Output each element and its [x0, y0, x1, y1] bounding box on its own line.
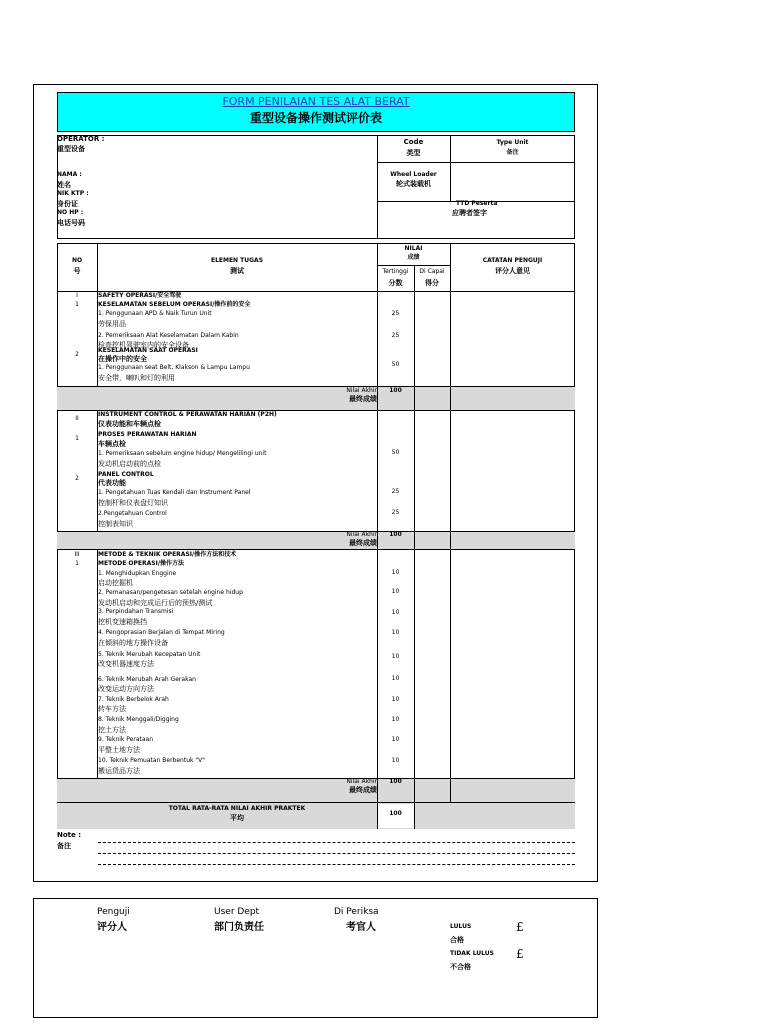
s3-item2-cn: 发动机启动和完成运行后的预热/测试 — [98, 599, 213, 607]
s3-item9-score: 10 — [391, 736, 400, 743]
lulus-label: LULUS — [450, 923, 472, 930]
th-tertinggi-cn: 分数 — [388, 279, 403, 287]
s2-sub2: PANEL CONTROL — [98, 471, 154, 478]
note-cn: 备注 — [57, 842, 71, 850]
s3-item5-cn: 改变机器速度方法 — [98, 660, 154, 668]
s2-item1-score: 50 — [391, 449, 400, 456]
th-catatan-cn: 评分人意见 — [495, 267, 530, 275]
th-nilai-cn: 成绩 — [407, 254, 420, 261]
s3-item8-score: 10 — [391, 716, 400, 723]
s3-item8-cn: 挖土方法 — [98, 726, 126, 734]
s3-item5: 5. Teknik Merubah Kecepatan Unit — [98, 651, 201, 658]
s2-sub1-no: 1 — [75, 435, 79, 442]
s2-sub2-cn: 代表功能 — [98, 479, 126, 487]
s3-item1: 1. Menghidupkan Enggine — [98, 570, 177, 577]
total-label-cn: 平均 — [230, 814, 244, 822]
note-line-2[interactable] — [98, 853, 575, 854]
s3-item1-score: 10 — [391, 569, 400, 576]
th-no-cn: 号 — [73, 267, 81, 275]
s1-sub2: KESELAMATAN SAAT OPERASI — [98, 347, 198, 354]
s1-roman: I — [76, 292, 78, 299]
type-unit-cn: 备注 — [506, 149, 519, 156]
s1-final-cn: 最终成绩 — [349, 395, 377, 403]
s3-sub1-no: 1 — [75, 560, 79, 567]
s2-final-div3 — [450, 531, 451, 550]
s1-sub2-cn: 在操作中的安全 — [98, 355, 147, 363]
lulus-cn: 合格 — [450, 936, 464, 944]
nohp-label: NO HP : — [57, 209, 84, 216]
ttd-label: TTD Peserta — [456, 200, 498, 207]
s1-sub1: KESELAMATAN SEBELUM OPERASI/操作前的安全 — [98, 301, 251, 308]
s3-item3: 3. Perpindahan Transmisi — [98, 608, 174, 615]
s3-final-div3 — [450, 778, 451, 803]
s1-item3-score: 50 — [391, 361, 400, 368]
s3-sub1: METODE OPERASI/操作方法 — [98, 560, 185, 567]
user-dept-cn: 部门负责任 — [214, 922, 264, 933]
s1-title: SAFETY OPERASI/安全驾驶 — [98, 292, 182, 299]
s2-item3: 2.Pengetahuan Control — [98, 510, 167, 517]
th-nilai: NILAI — [404, 245, 423, 252]
diperiksa-cn: 考官人 — [346, 922, 376, 933]
s3-final-div2 — [414, 778, 415, 803]
s3-item4: 4. Pengoprasian Berjalan di Tempat Miring — [98, 629, 225, 636]
s3-item6-cn: 改变运动方向方法 — [98, 685, 154, 693]
s1-final-div2 — [414, 386, 415, 411]
s1-item3: 1. Penggunaan seat Belt, Klakson & Lampu Lampu — [98, 364, 250, 371]
th-no: NO — [71, 257, 83, 264]
nik-label: NIK KTP : — [57, 190, 89, 197]
s3-item10-cn: 搬运货品方法 — [98, 767, 140, 775]
s3-item1-cn: 启动挖掘机 — [98, 579, 133, 587]
s3-final-cn: 最终成绩 — [349, 786, 377, 794]
code-cn: 类型 — [406, 149, 421, 157]
th-tertinggi: Tertinggi — [382, 268, 409, 275]
tidak-lulus-label: TIDAK LULUS — [450, 950, 494, 957]
s3-item9-cn: 平整土地方法 — [98, 746, 140, 754]
tidak-lulus-checkbox[interactable]: £ — [516, 947, 524, 961]
s2-item3-score: 25 — [391, 509, 400, 516]
form-title: FORM PENILAIAN TES ALAT BERAT — [222, 95, 410, 108]
s1-item2-score: 25 — [391, 332, 400, 339]
s2-item2-cn: 控制杆和仪表盘灯知识 — [98, 499, 168, 507]
th-dicapai-cn: 得分 — [425, 279, 439, 287]
s3-item6: 6. Teknik Merubah Arah Gerakan — [98, 676, 196, 683]
nohp-cn: 电话号码 — [57, 219, 85, 227]
s1-final-label: Nilai Akhir — [346, 387, 377, 394]
s3-item3-cn: 挖机变速箱换挡 — [98, 618, 147, 626]
s1-item1: 1. Penggunaan APD & Naik Turun Unit — [98, 310, 212, 317]
s3-item3-score: 10 — [391, 609, 400, 616]
s3-item8: 8. Teknik Menggali/Digging — [98, 716, 179, 723]
s3-final-score: 100 — [389, 778, 402, 785]
s3-item10-score: 10 — [391, 757, 400, 764]
s1-item2-cn: 检查挖机驾驶室内的安全设备 — [98, 341, 189, 349]
col-divider-dicapai — [450, 243, 451, 803]
nama-label: NAMA : — [57, 171, 82, 178]
form-subtitle: 重型设备操作测试评价表 — [249, 111, 382, 125]
tidak-lulus-cn: 不合格 — [450, 963, 471, 971]
s2-item3-cn: 控制表知识 — [98, 520, 133, 528]
ttd-cn: 应聘者签字 — [452, 209, 487, 217]
nik-cn: 身份证 — [57, 200, 78, 208]
th-dicapai: Di Capai — [419, 268, 445, 275]
s1-final-div3 — [450, 386, 451, 411]
s2-title-cn: 仪表功能和车辆点检 — [98, 420, 161, 428]
s3-roman: III — [74, 551, 80, 558]
s1-item2: 2. Pemeriksaan Alat Keselamatan Dalam Kabin — [98, 332, 239, 339]
s2-item1-cn: 发动机启动前的点检 — [98, 460, 161, 468]
s3-item7-cn: 转车方法 — [98, 705, 126, 713]
nama-cn: 姓名 — [57, 181, 71, 189]
s2-title: INSTRUMENT CONTROL & PERAWATAN HARIAN (P2H) — [98, 411, 277, 418]
s2-sub1: PROSES PERAWATAN HARIAN — [98, 431, 197, 438]
s1-item1-score: 25 — [391, 310, 400, 317]
diperiksa-label: Di Periksa — [334, 907, 379, 917]
type-unit-label: Type Unit — [496, 139, 529, 146]
s3-item2: 2. Pemanasan/pengetesan setelah engine hidup — [98, 589, 243, 596]
s3-item9: 9. Teknik Perataan — [98, 736, 154, 743]
s3-item7: 7. Teknik Berbelok Arah — [98, 696, 169, 703]
s2-item2-score: 25 — [391, 488, 400, 495]
info-divider-h1 — [377, 162, 575, 163]
total-score: 100 — [389, 810, 402, 817]
operator-cn: 重型设备 — [57, 145, 85, 153]
s1-sub1-no: 1 — [75, 301, 79, 308]
note-line-3[interactable] — [98, 864, 575, 865]
code-label: Code — [403, 138, 424, 146]
s1-item1-cn: 劳保用品 — [98, 320, 126, 328]
th-elemen: ELEMEN TUGAS — [210, 257, 264, 264]
s3-item6-score: 10 — [391, 675, 400, 682]
s2-sub1-cn: 车辆点检 — [98, 440, 126, 448]
s2-item1: 1. Pemeriksaan sebelum engine hidup/ Mengelilingi unit — [98, 450, 267, 457]
penguji-label: Penguji — [97, 907, 130, 917]
th-elemen-cn: 测试 — [230, 267, 244, 275]
s3-item5-score: 10 — [391, 653, 400, 660]
s2-roman: II — [75, 415, 79, 422]
s3-final-label: Nilai Akhir — [346, 778, 377, 785]
s3-item4-cn: 在倾斜的地方操作设备 — [98, 639, 168, 647]
s2-final-score: 100 — [389, 531, 402, 538]
wheel-loader-label: Wheel Loader — [390, 171, 437, 178]
penguji-cn: 评分人 — [97, 922, 127, 933]
note-label: Note : — [57, 831, 81, 839]
s3-item2-score: 10 — [391, 588, 400, 595]
s3-item4-score: 10 — [391, 629, 400, 636]
wheel-loader-cn: 轮式装载机 — [396, 180, 431, 188]
s1-item3-cn: 安全带，喇叭和灯的利用 — [98, 374, 175, 382]
s2-final-cn: 最终成绩 — [349, 539, 377, 547]
note-line-1[interactable] — [98, 842, 575, 843]
s3-item7-score: 10 — [391, 696, 400, 703]
lulus-checkbox[interactable]: £ — [516, 920, 524, 934]
s2-item2: 1. Pengetahuan Tuas Kendali dan Instrument Panel — [98, 489, 251, 496]
s2-final-label: Nilai Akhir — [346, 531, 377, 538]
total-label: TOTAL RATA-RATA NILAI AKHIR PRAKTEK — [168, 805, 306, 812]
operator-label: OPERATOR : — [57, 135, 105, 143]
user-dept-label: User Dept — [214, 907, 260, 917]
s1-sub2-no: 2 — [75, 351, 79, 358]
s3-title: METODE & TEKNIK OPERASI/操作方法和技术 — [98, 551, 237, 558]
th-catatan: CATATAN PENGUJI — [482, 257, 543, 264]
s3-item10: 10. Teknik Pemuatan Berbentuk "V" — [98, 757, 206, 764]
header-line-nilai — [377, 265, 450, 266]
s1-final-score: 100 — [389, 387, 402, 394]
s2-final-div2 — [414, 531, 415, 550]
total-div2 — [414, 803, 415, 829]
s2-sub2-no: 2 — [75, 475, 79, 482]
